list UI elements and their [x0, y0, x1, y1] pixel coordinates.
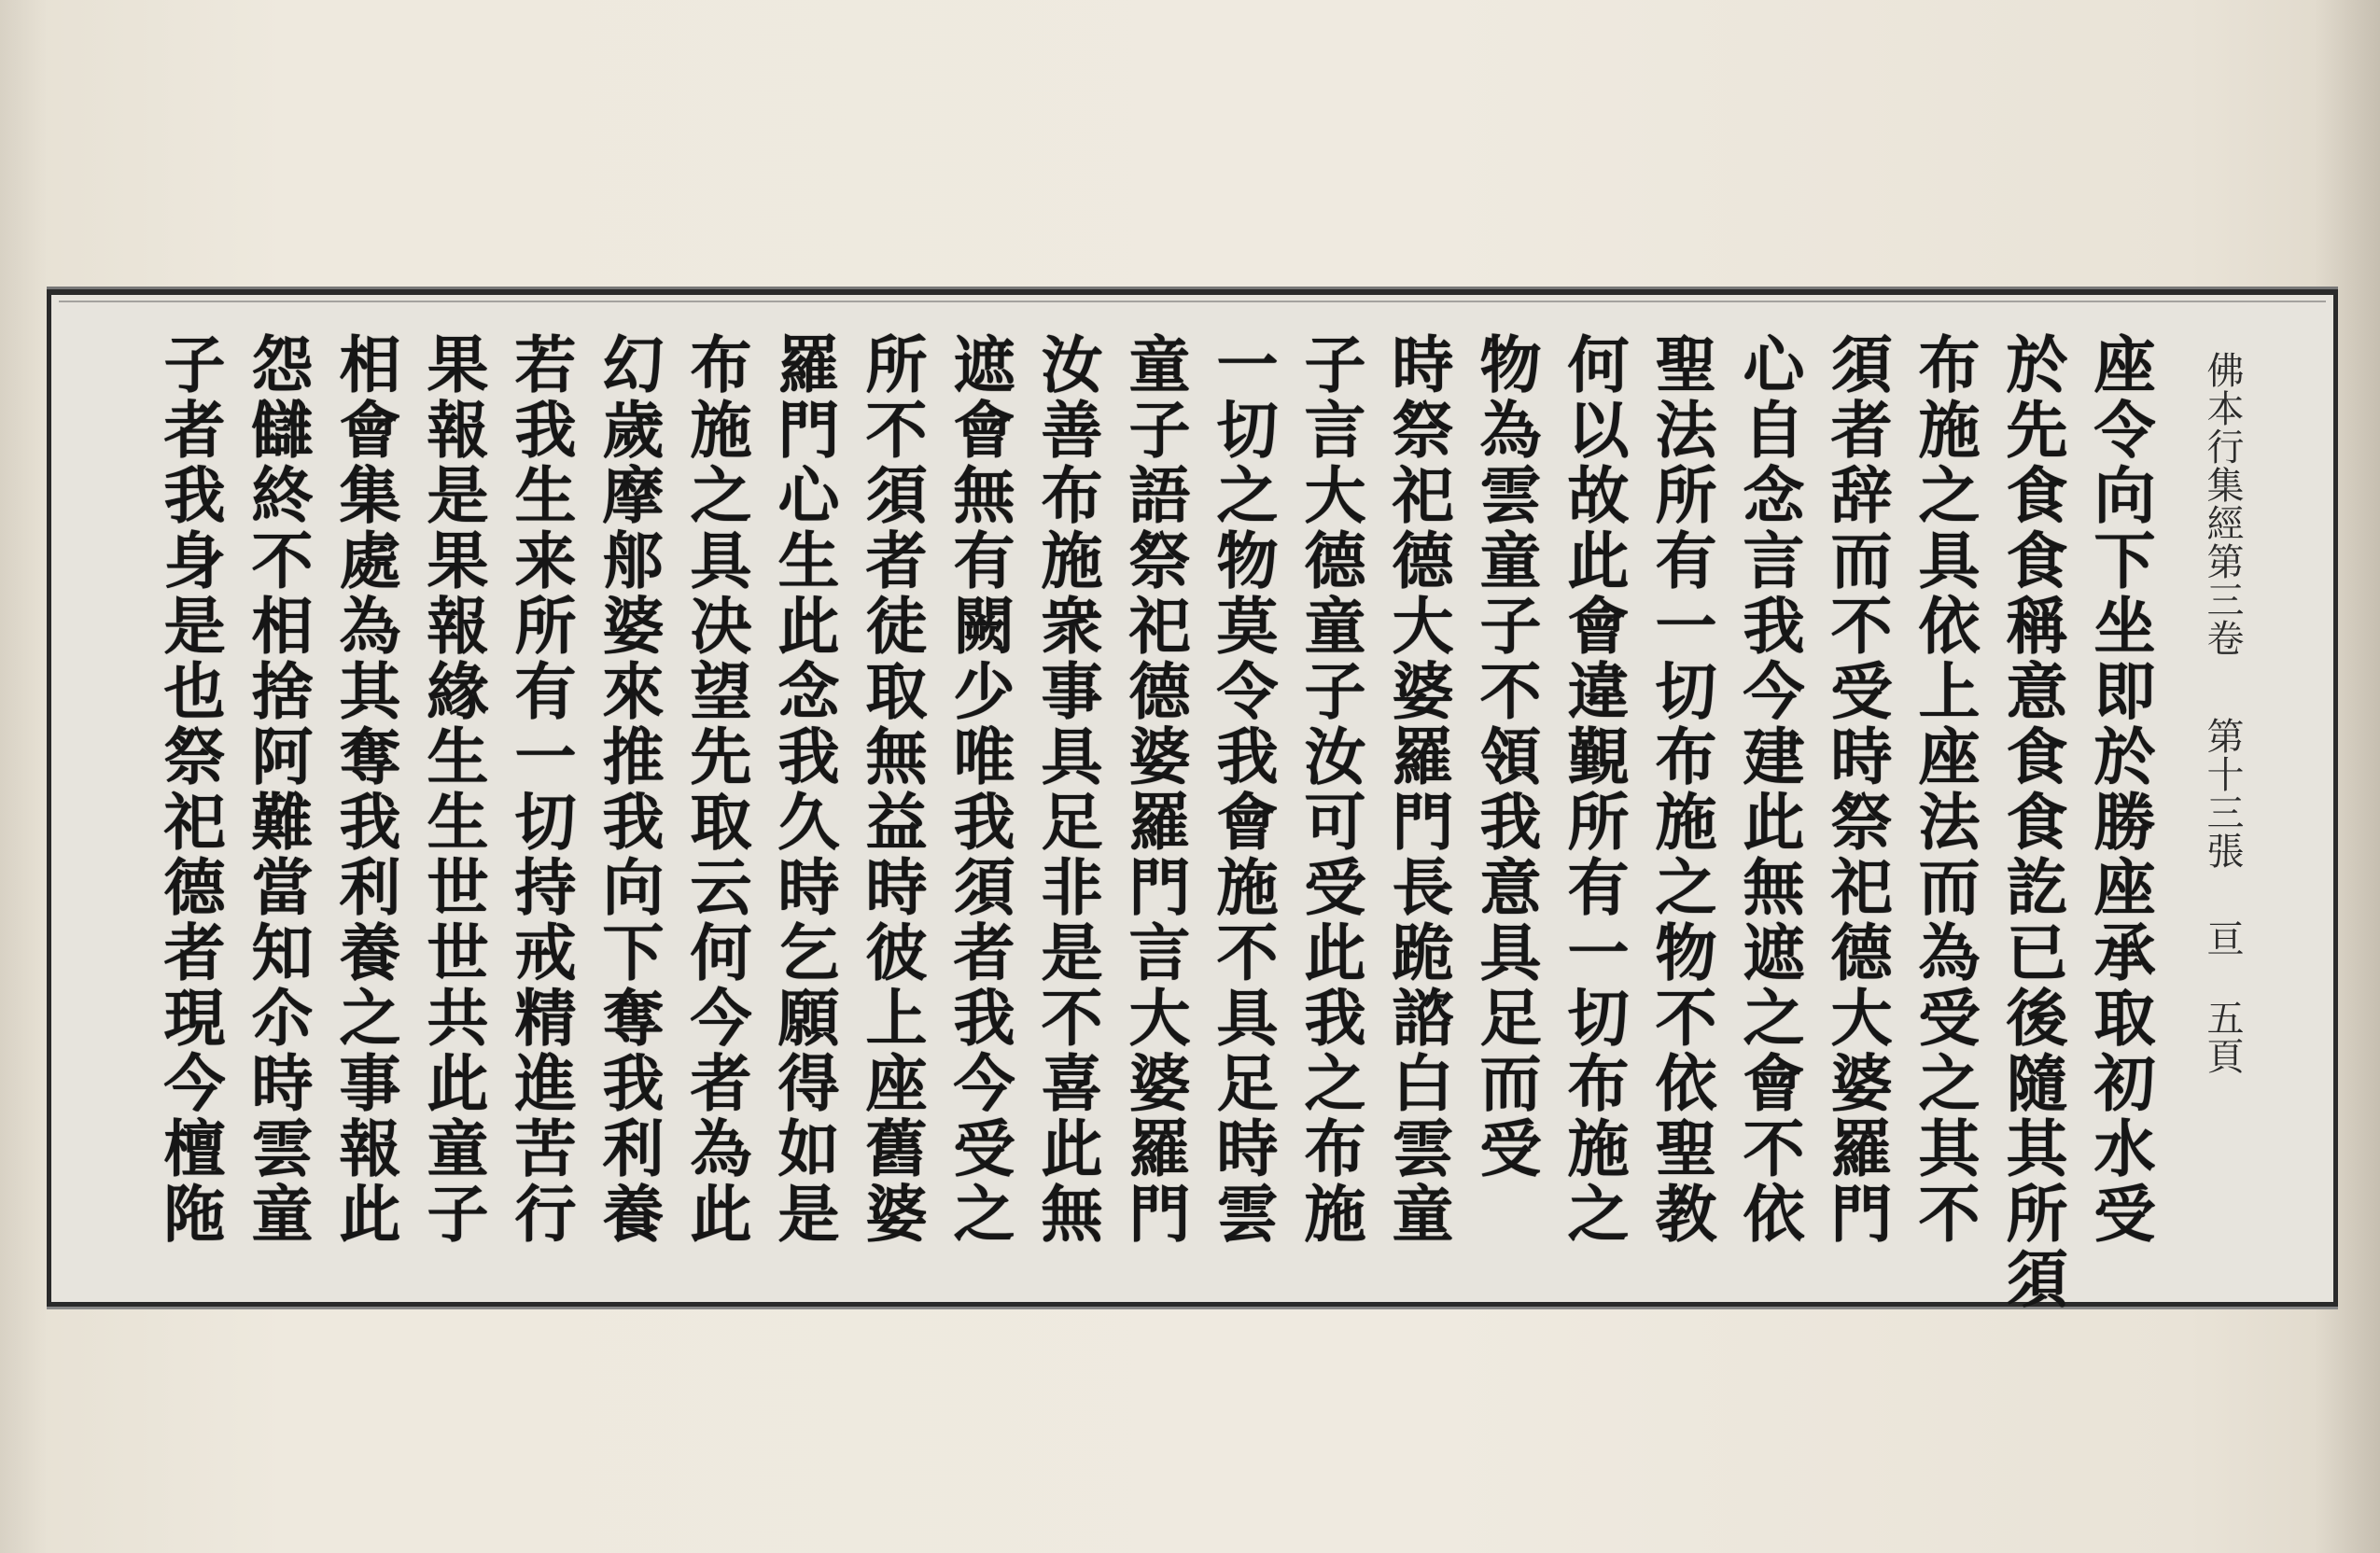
text-columns [112, 332, 2165, 1312]
sutra-title: 佛本行集經第三卷 [2201, 351, 2244, 657]
text-column: 羅門心生此念我久時乞願得如是 [767, 332, 840, 1247]
text-column: 相會集處為其奪我利養之事報此 [329, 332, 401, 1247]
text-column: 物為雲童子不領我意具足而受 [1469, 332, 1542, 1182]
carver-mark: 亘 [2201, 919, 2244, 958]
text-column: 怨讎終不相捨阿難當知尒時雲童 [241, 332, 314, 1247]
text-column: 座令向下坐即於勝座承取初水受 [2083, 332, 2156, 1247]
text-column: 幻歲摩郍婆來推我向下奪我利養 [592, 332, 665, 1247]
text-column: 童子語祭祀德婆羅門言大婆羅門 [1118, 332, 1191, 1247]
text-column: 所不須者徒取無益時彼上座舊婆 [855, 332, 928, 1247]
text-column: 何以故此會違覲所有一切布施之 [1557, 332, 1630, 1247]
text-column: 一切之物莫令我會施不具足時雲 [1206, 332, 1279, 1247]
page-number: 五頁 [2201, 999, 2244, 1076]
text-column: 汝善布施衆事具足非是不喜此無 [1030, 332, 1103, 1247]
text-column: 若我生来所有一切持戒精進苦行 [504, 332, 577, 1247]
text-column: 時祭祀德大婆羅門長跪諮白雲童 [1381, 332, 1454, 1247]
margin-header [2195, 351, 2249, 1284]
text-column: 於先食食稱意食食訖已後隨其所須 [1995, 332, 2068, 1312]
printed-text-block [47, 289, 2338, 1312]
text-column: 布施之具依上座法而為受之其不 [1908, 332, 1981, 1247]
text-column: 子言大德童子汝可受此我之布施 [1294, 332, 1366, 1247]
text-column: 子者我身是也祭祀德者現今檀陁 [153, 332, 226, 1247]
text-column: 須者辞而不受時祭祀德大婆羅門 [1820, 332, 1893, 1247]
text-column: 聖法所有一切布施之物不依聖教 [1645, 332, 1717, 1247]
text-column: 心自念言我今建此無遮之會不依 [1732, 332, 1805, 1247]
text-column: 布施之具决望先取云何今者為此 [679, 332, 752, 1247]
text-column: 果報是果報緣生生世世共此童子 [416, 332, 489, 1247]
text-column: 遮會無有闕少唯我須者我今受之 [943, 332, 1015, 1247]
page-left-shadow [0, 0, 47, 1553]
sheet-number: 第十三張 [2201, 716, 2244, 870]
